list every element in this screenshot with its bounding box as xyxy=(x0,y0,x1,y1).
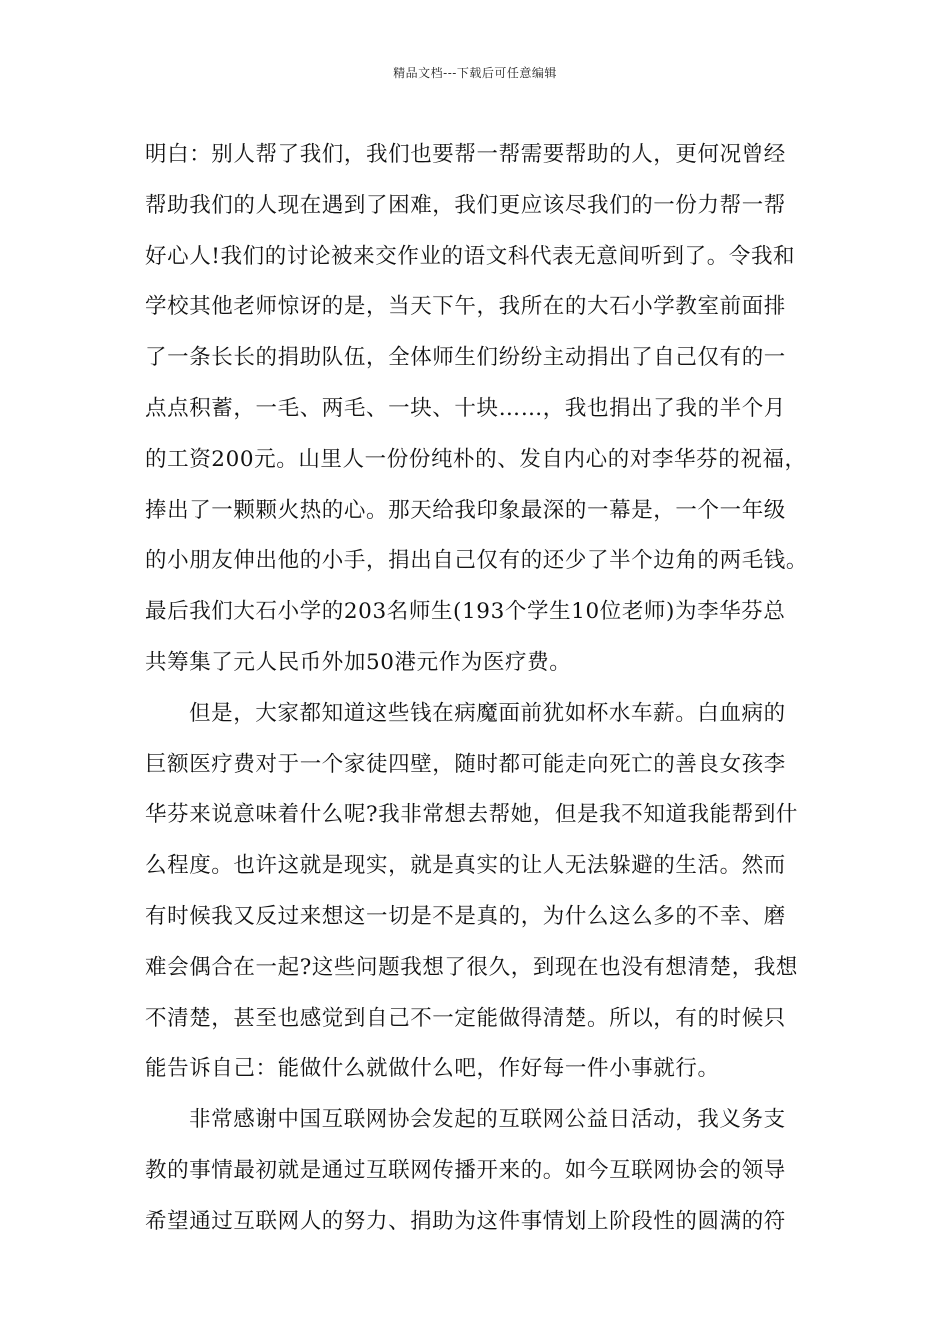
text-line: 明白：别人帮了我们，我们也要帮一帮需要帮助的人，更何况曾经 xyxy=(145,142,786,167)
text-line: 巨额医疗费对于一个家徒四壁，随时都可能走向死亡的善良女孩李 xyxy=(145,751,786,777)
text-line: 最后我们大石小学的203名师生(193个学生10位老师)为李华芬总 xyxy=(145,599,786,625)
text-line: 难会偶合在一起?这些问题我想了很久，到现在也没有想清楚，我想 xyxy=(145,954,799,980)
paragraph-first-line: 非常感谢中国互联网协会发起的互联网公益日活动，我义务支 xyxy=(189,1107,786,1133)
page-header: 精品文档---下载后可任意编辑 xyxy=(393,66,557,80)
text-line: 共筹集了元人民币外加50港元作为医疗费。 xyxy=(145,649,572,675)
text-line: 么程度。也许这就是现实，就是真实的让人无法躲避的生活。然而 xyxy=(145,853,786,879)
text-line: 点点积蓄，一毛、两毛、一块、十块……，我也捐出了我的半个月 xyxy=(145,395,786,421)
text-line: 的小朋友伸出他的小手，捐出自己仅有的还少了半个边角的两毛钱。 xyxy=(145,548,809,574)
text-line: 学校其他老师惊讶的是，当天下午，我所在的大石小学教室前面排 xyxy=(145,294,786,320)
text-line: 了一条长长的捐助队伍，全体师生们纷纷主动捐出了自己仅有的一 xyxy=(145,345,786,371)
paragraph-first-line: 但是，大家都知道这些钱在病魔面前犹如杯水车薪。白血病的 xyxy=(189,700,786,726)
text-line: 能告诉自己：能做什么就做什么吧，作好每一件小事就行。 xyxy=(145,1056,720,1082)
text-line: 不清楚，甚至也感觉到自己不一定能做得清楚。所以，有的时候只 xyxy=(145,1005,786,1031)
body-text xyxy=(145,130,815,1248)
text-line: 希望通过互联网人的努力、捐助为这件事情划上阶段性的圆满的符 xyxy=(145,1208,786,1234)
text-line: 华芬来说意味着什么呢?我非常想去帮她，但是我不知道我能帮到什 xyxy=(145,802,799,828)
text-line: 好心人!我们的讨论被来交作业的语文科代表无意间听到了。令我和 xyxy=(145,243,796,269)
text-line: 有时候我又反过来想这一切是不是真的，为什么这么多的不幸、磨 xyxy=(145,903,786,929)
text-line: 帮助我们的人现在遇到了困难，我们更应该尽我们的一份力帮一帮 xyxy=(145,192,786,218)
text-line: 捧出了一颗颗火热的心。那天给我印象最深的一幕是，一个一年级 xyxy=(145,497,786,523)
text-line: 的工资200元。山里人一份份纯朴的、发自内心的对李华芬的祝福， xyxy=(145,446,807,472)
text-line: 教的事情最初就是通过互联网传播开来的。如今互联网协会的领导 xyxy=(145,1157,786,1183)
